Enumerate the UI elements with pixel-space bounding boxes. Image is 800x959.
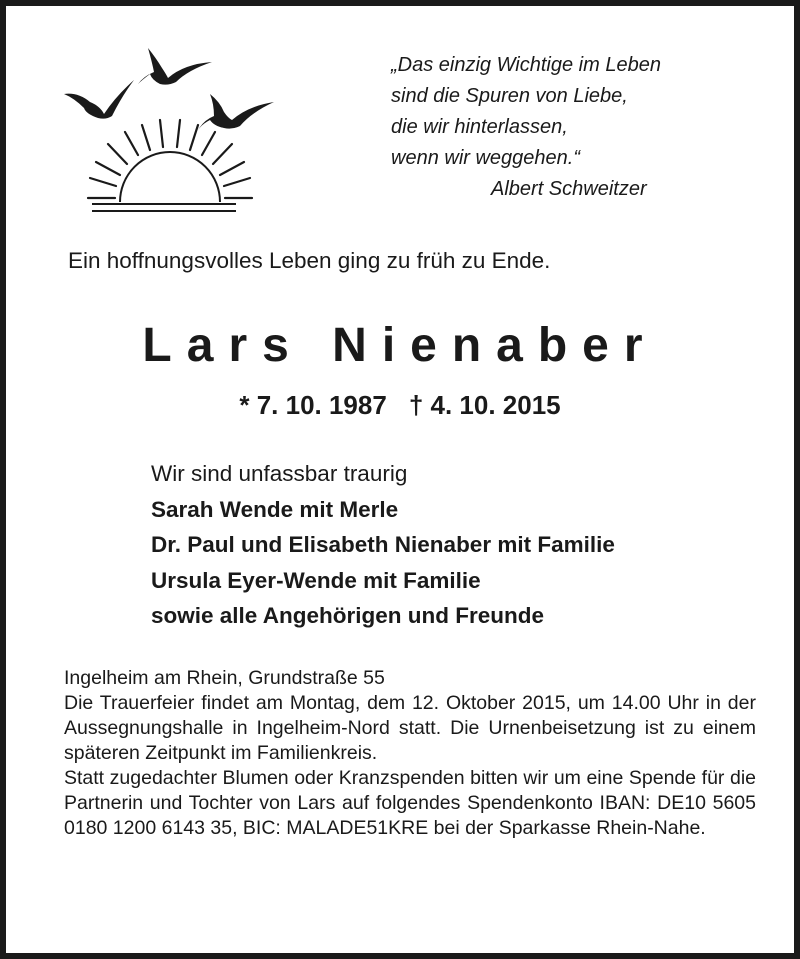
intro-text: Ein hoffnungsvolles Leben ging zu früh zu Ende. <box>68 248 551 273</box>
address: Ingelheim am Rhein, Grundstraße 55 <box>64 667 385 689</box>
sunset-with-birds-icon <box>60 44 280 219</box>
deceased-name: Lars Nienaber <box>142 319 658 372</box>
quote-line: sind die Spuren von Liebe, <box>391 85 628 107</box>
sun-icon <box>120 152 220 202</box>
mourner-line: Ursula Eyer-Wende mit Familie <box>151 567 481 593</box>
quote-author: Albert Schweitzer <box>491 178 647 200</box>
life-dates <box>6 390 794 421</box>
bird-icon <box>64 80 134 119</box>
mourner-line: Dr. Paul und Elisabeth Nienaber mit Familie <box>151 532 615 557</box>
quote-line: die wir hinterlassen, <box>391 116 568 138</box>
birth-date: * 7. 10. 1987 <box>239 390 387 420</box>
mourners-intro: Wir sind unfassbar traurig <box>151 461 408 486</box>
donation-info: Statt zugedachter Blumen oder Kranzspenden bitten wir um eine Spende für die Partnerin und Tochter von Lars auf folgendes Spendenkonto IBAN: DE10 5605 0180 1200 6143 35, BIC: MALADE51KRE bei der Sparkasse Rhein-Nahe. <box>64 767 756 839</box>
quote-line: wenn wir weggehen.“ <box>391 147 580 169</box>
ceremony-info: Die Trauerfeier findet am Montag, dem 12. Oktober 2015, um 14.00 Uhr in der Aussegnungshalle in Ingelheim-Nord statt. Die Urnenbeisetzung ist zu einem späteren Zeitpunkt im Familienkreis. <box>64 692 756 764</box>
mourner-line: sowie alle Angehörigen und Freunde <box>151 603 544 628</box>
death-date: † 4. 10. 2015 <box>408 390 561 420</box>
mourners <box>151 456 615 634</box>
details <box>64 666 756 841</box>
mourner-line: Sarah Wende mit Merle <box>151 496 399 522</box>
quote <box>391 50 661 205</box>
bird-icon <box>198 94 274 130</box>
quote-line: „Das einzig Wichtige im Leben <box>391 54 661 76</box>
bird-icon <box>138 48 212 85</box>
